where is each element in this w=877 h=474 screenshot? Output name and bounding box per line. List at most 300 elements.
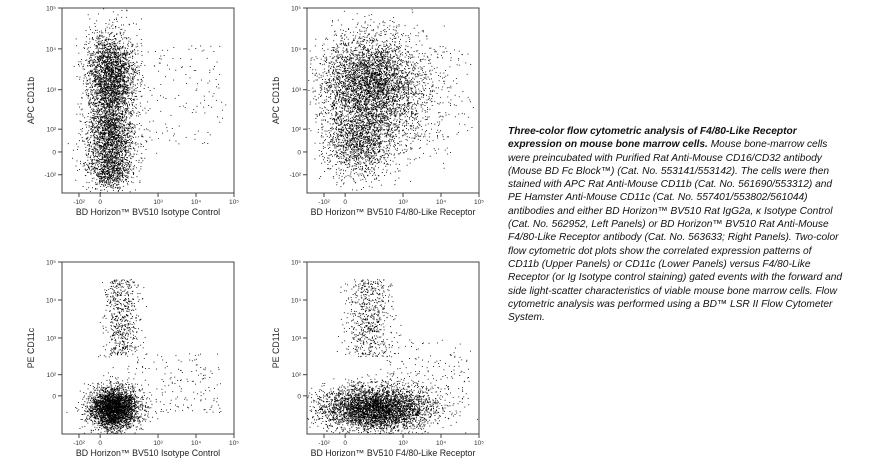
- event-dot: [113, 144, 114, 145]
- event-dot: [112, 171, 113, 172]
- event-dot: [102, 167, 103, 168]
- event-dot: [128, 181, 129, 182]
- event-dot: [134, 78, 135, 79]
- event-dot: [118, 119, 119, 120]
- event-dot: [122, 137, 123, 138]
- event-dot: [130, 62, 131, 63]
- event-dot: [132, 46, 133, 47]
- event-dot: [106, 171, 107, 172]
- event-dot: [95, 92, 96, 93]
- event-dot: [111, 144, 112, 145]
- event-dot: [120, 144, 121, 145]
- event-dot: [103, 89, 104, 90]
- event-dot: [110, 113, 111, 114]
- event-dot: [97, 149, 98, 150]
- event-dot: [103, 67, 104, 68]
- event-dot: [126, 146, 127, 147]
- event-dot: [90, 99, 91, 100]
- event-dot: [104, 154, 105, 155]
- event-dot: [125, 159, 126, 160]
- event-dot: [98, 158, 99, 159]
- event-dot: [97, 52, 98, 53]
- event-dot: [104, 56, 105, 57]
- event-dot: [100, 138, 101, 139]
- event-dot: [76, 114, 77, 115]
- event-dot: [140, 106, 141, 107]
- event-dot: [83, 93, 84, 94]
- event-dot: [106, 94, 107, 95]
- event-dot: [96, 97, 97, 98]
- event-dot: [105, 30, 106, 31]
- event-dot: [103, 110, 104, 111]
- event-dot: [115, 187, 116, 188]
- event-dot: [116, 72, 117, 73]
- event-dot: [124, 69, 125, 70]
- event-dot: [125, 139, 126, 140]
- event-dot: [102, 155, 103, 156]
- event-dot: [116, 119, 117, 120]
- event-dot: [87, 138, 88, 139]
- event-dot: [111, 33, 112, 34]
- event-dot: [118, 14, 119, 15]
- event-dot: [109, 147, 110, 148]
- event-dot: [115, 74, 116, 75]
- event-dot: [195, 139, 196, 140]
- event-dot: [99, 153, 100, 154]
- event-dot: [131, 69, 132, 70]
- event-dot: [160, 63, 161, 64]
- event-dot: [82, 137, 83, 138]
- event-dot: [92, 98, 93, 99]
- event-dot: [117, 157, 118, 158]
- event-dot: [108, 120, 109, 121]
- event-dot: [102, 54, 103, 55]
- event-dot: [92, 111, 93, 112]
- event-dot: [190, 66, 191, 67]
- event-dot: [96, 85, 97, 86]
- event-dot: [100, 140, 101, 141]
- event-dot: [116, 184, 117, 185]
- event-dot: [114, 171, 115, 172]
- event-dot: [104, 173, 105, 174]
- event-dot: [96, 95, 97, 96]
- event-dot: [137, 79, 138, 80]
- event-dot: [138, 70, 139, 71]
- event-dot: [95, 153, 96, 154]
- event-dot: [210, 46, 211, 47]
- event-dot: [122, 78, 123, 79]
- event-dot: [141, 51, 142, 52]
- event-dot: [110, 63, 111, 64]
- event-dot: [88, 98, 89, 99]
- event-dot: [108, 159, 109, 160]
- event-dot: [106, 140, 107, 141]
- event-dot: [118, 103, 119, 104]
- event-dot: [135, 142, 136, 143]
- event-dot: [85, 150, 86, 151]
- event-dot: [103, 100, 104, 101]
- event-dot: [113, 72, 114, 73]
- event-dot: [106, 182, 107, 183]
- event-dot: [137, 44, 138, 45]
- event-dot: [94, 68, 95, 69]
- event-dot: [111, 174, 112, 175]
- event-dot: [89, 51, 90, 52]
- event-dot: [104, 179, 105, 180]
- event-dot: [95, 169, 96, 170]
- event-dot: [91, 64, 92, 65]
- event-dot: [124, 70, 125, 71]
- event-dot: [109, 62, 110, 63]
- event-dot: [115, 113, 116, 114]
- event-dot: [124, 175, 125, 176]
- event-dot: [112, 57, 113, 58]
- event-dot: [110, 156, 111, 157]
- event-dot: [116, 141, 117, 142]
- event-dot: [88, 72, 89, 73]
- event-dot: [173, 135, 174, 136]
- event-dot: [96, 83, 97, 84]
- event-dot: [119, 187, 120, 188]
- event-dot: [129, 122, 130, 123]
- event-dot: [103, 180, 104, 181]
- event-dot: [117, 144, 118, 145]
- event-dot: [95, 165, 96, 166]
- event-dot: [111, 86, 112, 87]
- event-dot: [116, 139, 117, 140]
- event-dot: [89, 127, 90, 128]
- event-dot: [113, 134, 114, 135]
- event-dot: [115, 178, 116, 179]
- event-dot: [117, 113, 118, 114]
- event-dot: [123, 61, 124, 62]
- event-dot: [106, 40, 107, 41]
- event-dot: [98, 49, 99, 50]
- event-dot: [122, 174, 123, 175]
- event-dot: [100, 123, 101, 124]
- event-dot: [117, 21, 118, 22]
- event-dot: [129, 139, 130, 140]
- event-dot: [101, 92, 102, 93]
- event-dot: [123, 102, 124, 103]
- event-dot: [102, 190, 103, 191]
- event-dot: [112, 117, 113, 118]
- event-dot: [125, 98, 126, 99]
- event-dot: [99, 36, 100, 37]
- event-dot: [122, 87, 123, 88]
- event-dot: [127, 106, 128, 107]
- event-dot: [102, 45, 103, 46]
- event-dot: [84, 117, 85, 118]
- event-dot: [132, 77, 133, 78]
- event-dot: [129, 24, 130, 25]
- event-dot: [97, 161, 98, 162]
- event-dot: [100, 117, 101, 118]
- event-dot: [122, 113, 123, 114]
- event-dot: [128, 73, 129, 74]
- event-dot: [102, 143, 103, 144]
- event-dot: [122, 154, 123, 155]
- event-dot: [119, 59, 120, 60]
- event-dot: [123, 161, 124, 162]
- event-dot: [120, 163, 121, 164]
- event-dot: [120, 33, 121, 34]
- event-dot: [118, 96, 119, 97]
- event-dot: [117, 102, 118, 103]
- event-dot: [135, 75, 136, 76]
- event-dot: [132, 58, 133, 59]
- event-dot: [191, 59, 192, 60]
- event-dot: [97, 84, 98, 85]
- event-dot: [68, 143, 69, 144]
- event-dot: [121, 138, 122, 139]
- event-dot: [118, 157, 119, 158]
- event-dot: [89, 163, 90, 164]
- event-dot: [114, 38, 115, 39]
- event-dot: [87, 83, 88, 84]
- event-dot: [84, 141, 85, 142]
- event-dot: [142, 80, 143, 81]
- event-dot: [114, 136, 115, 137]
- event-dot: [111, 149, 112, 150]
- event-dot: [112, 70, 113, 71]
- event-dot: [89, 122, 90, 123]
- event-dot: [134, 134, 135, 135]
- event-dot: [104, 156, 105, 157]
- event-dot: [115, 43, 116, 44]
- event-dot: [111, 101, 112, 102]
- event-dot: [127, 152, 128, 153]
- event-dot: [125, 69, 126, 70]
- event-dot: [116, 177, 117, 178]
- event-dot: [109, 109, 110, 110]
- event-dot: [125, 97, 126, 98]
- event-dot: [121, 145, 122, 146]
- event-dot: [114, 87, 115, 88]
- event-dot: [133, 82, 134, 83]
- event-dot: [167, 65, 168, 66]
- event-dot: [136, 67, 137, 68]
- event-dot: [120, 98, 121, 99]
- event-dot: [98, 44, 99, 45]
- event-dot: [119, 127, 120, 128]
- event-dot: [114, 80, 115, 81]
- event-dot: [118, 175, 119, 176]
- event-dot: [197, 106, 198, 107]
- event-dot: [125, 85, 126, 86]
- event-dot: [99, 41, 100, 42]
- event-dot: [118, 184, 119, 185]
- event-dot: [115, 69, 116, 70]
- event-dot: [89, 76, 90, 77]
- event-dot: [127, 85, 128, 86]
- event-dot: [103, 50, 104, 51]
- event-dot: [111, 106, 112, 107]
- event-dot: [95, 72, 96, 73]
- event-dot: [176, 141, 177, 142]
- event-dot: [100, 84, 101, 85]
- event-dot: [97, 65, 98, 66]
- event-dot: [118, 133, 119, 134]
- event-dot: [99, 176, 100, 177]
- event-dot: [117, 159, 118, 160]
- event-dot: [128, 57, 129, 58]
- event-dot: [96, 174, 97, 175]
- event-dot: [94, 78, 95, 79]
- event-dot: [114, 93, 115, 94]
- event-dot: [79, 133, 80, 134]
- event-dot: [125, 179, 126, 180]
- event-dot: [113, 123, 114, 124]
- event-dot: [171, 115, 172, 116]
- event-dot: [104, 60, 105, 61]
- event-dot: [203, 50, 204, 51]
- event-dot: [105, 184, 106, 185]
- event-dot: [115, 148, 116, 149]
- event-dot: [99, 182, 100, 183]
- event-dot: [88, 63, 89, 64]
- event-dot: [113, 148, 114, 149]
- event-dot: [92, 55, 93, 56]
- event-dot: [100, 186, 101, 187]
- event-dot: [99, 140, 100, 141]
- event-dot: [124, 135, 125, 136]
- event-dot: [118, 60, 119, 61]
- event-dot: [121, 168, 122, 169]
- event-dot: [127, 183, 128, 184]
- event-dot: [109, 118, 110, 119]
- event-dot: [109, 28, 110, 29]
- event-dot: [123, 94, 124, 95]
- event-dot: [93, 152, 94, 153]
- event-dot: [122, 81, 123, 82]
- event-dot: [94, 171, 95, 172]
- event-dot: [128, 169, 129, 170]
- event-dot: [113, 90, 114, 91]
- event-dot: [111, 93, 112, 94]
- event-dot: [141, 146, 142, 147]
- event-dot: [94, 117, 95, 118]
- event-dot: [115, 26, 116, 27]
- event-dot: [133, 147, 134, 148]
- event-dot: [113, 131, 114, 132]
- event-dot: [108, 105, 109, 106]
- event-dot: [140, 114, 141, 115]
- event-dot: [100, 95, 101, 96]
- event-dot: [103, 69, 104, 70]
- event-dot: [112, 177, 113, 178]
- event-dot: [127, 55, 128, 56]
- event-dot: [117, 162, 118, 163]
- event-dot: [112, 40, 113, 41]
- event-dot: [91, 151, 92, 152]
- event-dot: [132, 62, 133, 63]
- event-dot: [123, 157, 124, 158]
- event-dot: [109, 86, 110, 87]
- event-dot: [105, 56, 106, 57]
- event-dot: [126, 162, 127, 163]
- event-dot: [97, 183, 98, 184]
- event-dot: [118, 182, 119, 183]
- event-dot: [77, 76, 78, 77]
- event-dot: [97, 57, 98, 58]
- event-dot: [112, 25, 113, 26]
- event-dot: [105, 154, 106, 155]
- event-dot: [110, 178, 111, 179]
- event-dot: [127, 91, 128, 92]
- event-dot: [88, 164, 89, 165]
- event-dot: [125, 101, 126, 102]
- event-dot: [141, 125, 142, 126]
- event-dot: [117, 46, 118, 47]
- event-dot: [99, 156, 100, 157]
- event-dot: [121, 125, 122, 126]
- event-dot: [120, 103, 121, 104]
- event-dot: [107, 69, 108, 70]
- event-dot: [115, 160, 116, 161]
- event-dot: [106, 87, 107, 88]
- event-dot: [140, 91, 141, 92]
- event-dot: [116, 57, 117, 58]
- event-dot: [186, 103, 187, 104]
- event-dot: [97, 109, 98, 110]
- event-dot: [129, 131, 130, 132]
- event-dot: [128, 71, 129, 72]
- event-dot: [141, 162, 142, 163]
- event-dot: [120, 46, 121, 47]
- event-dot: [124, 120, 125, 121]
- event-dot: [107, 163, 108, 164]
- event-dot: [106, 122, 107, 123]
- event-dot: [98, 162, 99, 163]
- dot-plot-upper-left: [26, 6, 239, 218]
- event-dot: [133, 64, 134, 65]
- event-dot: [105, 50, 106, 51]
- event-dot: [109, 110, 110, 111]
- event-dot: [95, 79, 96, 80]
- event-dot: [114, 128, 115, 129]
- event-dot: [118, 191, 119, 192]
- event-dot: [105, 108, 106, 109]
- event-dot: [112, 139, 113, 140]
- event-dot: [100, 176, 101, 177]
- event-dot: [124, 150, 125, 151]
- event-dot: [113, 122, 114, 123]
- event-dot: [103, 139, 104, 140]
- event-dot: [140, 143, 141, 144]
- event-dot: [82, 131, 83, 132]
- event-dot: [126, 113, 127, 114]
- event-dot: [101, 178, 102, 179]
- event-dot: [124, 88, 125, 89]
- event-dot: [121, 37, 122, 38]
- event-dot: [121, 135, 122, 136]
- event-dot: [112, 80, 113, 81]
- event-dot: [119, 131, 120, 132]
- event-dot: [129, 142, 130, 143]
- event-dot: [144, 85, 145, 86]
- event-dot: [102, 173, 103, 174]
- event-dot: [163, 97, 164, 98]
- event-dot: [102, 89, 103, 90]
- event-dot: [109, 20, 110, 21]
- event-dot: [91, 129, 92, 130]
- event-dot: [134, 76, 135, 77]
- event-dot: [113, 142, 114, 143]
- event-dot: [89, 72, 90, 73]
- event-dot: [213, 51, 214, 52]
- event-dot: [90, 47, 91, 48]
